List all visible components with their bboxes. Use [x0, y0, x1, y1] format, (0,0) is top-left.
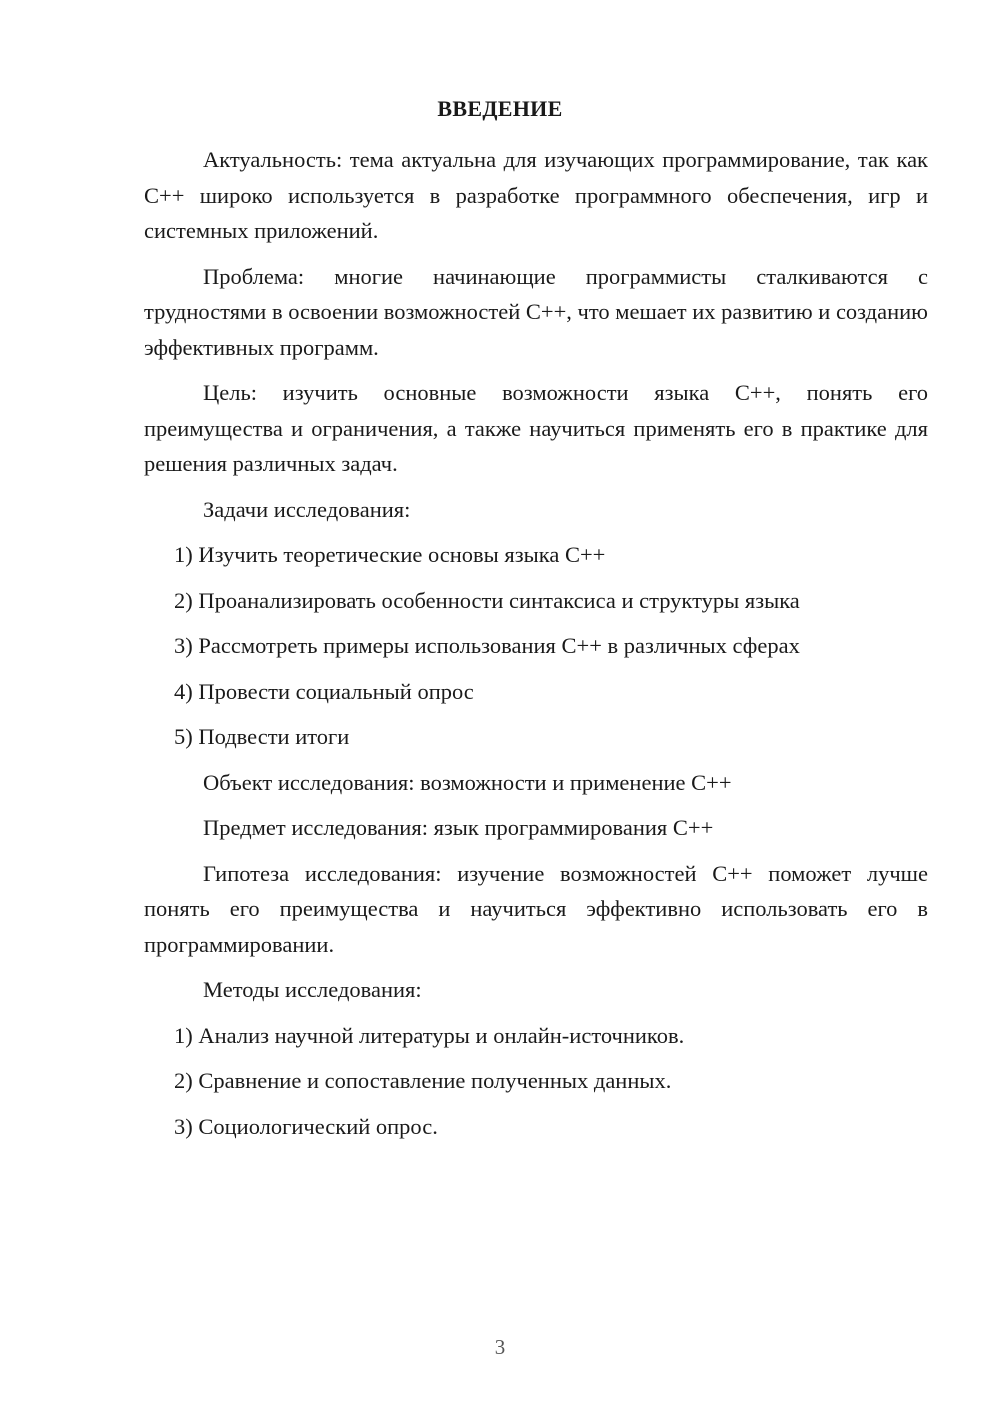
tasks-title: Задачи исследования:	[203, 496, 411, 522]
methods-title: Методы исследования:	[203, 977, 422, 1002]
method-item: 1) Анализ научной литературы и онлайн-источников.	[174, 1022, 685, 1048]
goal-paragraph: Цель: изучить основные возможности языка C++, понять его преимущества и ограничения, а также научиться применять его в практике для решения различных задач.	[144, 380, 928, 476]
task-item: 5) Подвести итоги	[174, 724, 350, 749]
research-object: Объект исследования: возможности и применение C++	[203, 769, 732, 795]
task-item: 1) Изучить теоретические основы языка C++	[174, 542, 606, 567]
relevance-paragraph: Актуальность: тема актуальна для изучающих программирование, так как C++ широко используется в разработке программного обеспечения, игр и системных приложений.	[144, 147, 928, 243]
method-item: 2) Сравнение и сопоставление полученных данных.	[174, 1068, 672, 1093]
page-number: 3	[494, 1335, 506, 1359]
methods-list	[144, 1018, 928, 1145]
task-item: 4) Провести социальный опрос	[174, 678, 474, 704]
section-heading: ВВЕДЕНИЕ	[437, 96, 563, 121]
hypothesis-paragraph: Гипотеза исследования: изучение возможностей C++ поможет лучше понять его преимущества и научиться эффективно использовать его в программировании.	[144, 860, 928, 957]
document-body	[144, 142, 928, 1154]
research-subject: Предмет исследования: язык программирования C++	[203, 815, 714, 840]
method-item: 3) Социологический опрос.	[174, 1113, 438, 1139]
problem-paragraph: Проблема: многие начинающие программисты сталкиваются с трудностями в освоении возможностей C++, что мешает их развитию и созданию эффективных программ.	[144, 263, 928, 360]
task-item: 2) Проанализировать особенности синтаксиса и структуры языка	[174, 587, 800, 613]
task-item: 3) Рассмотреть примеры использования C++ в различных сферах	[174, 633, 800, 658]
tasks-list	[144, 537, 928, 755]
